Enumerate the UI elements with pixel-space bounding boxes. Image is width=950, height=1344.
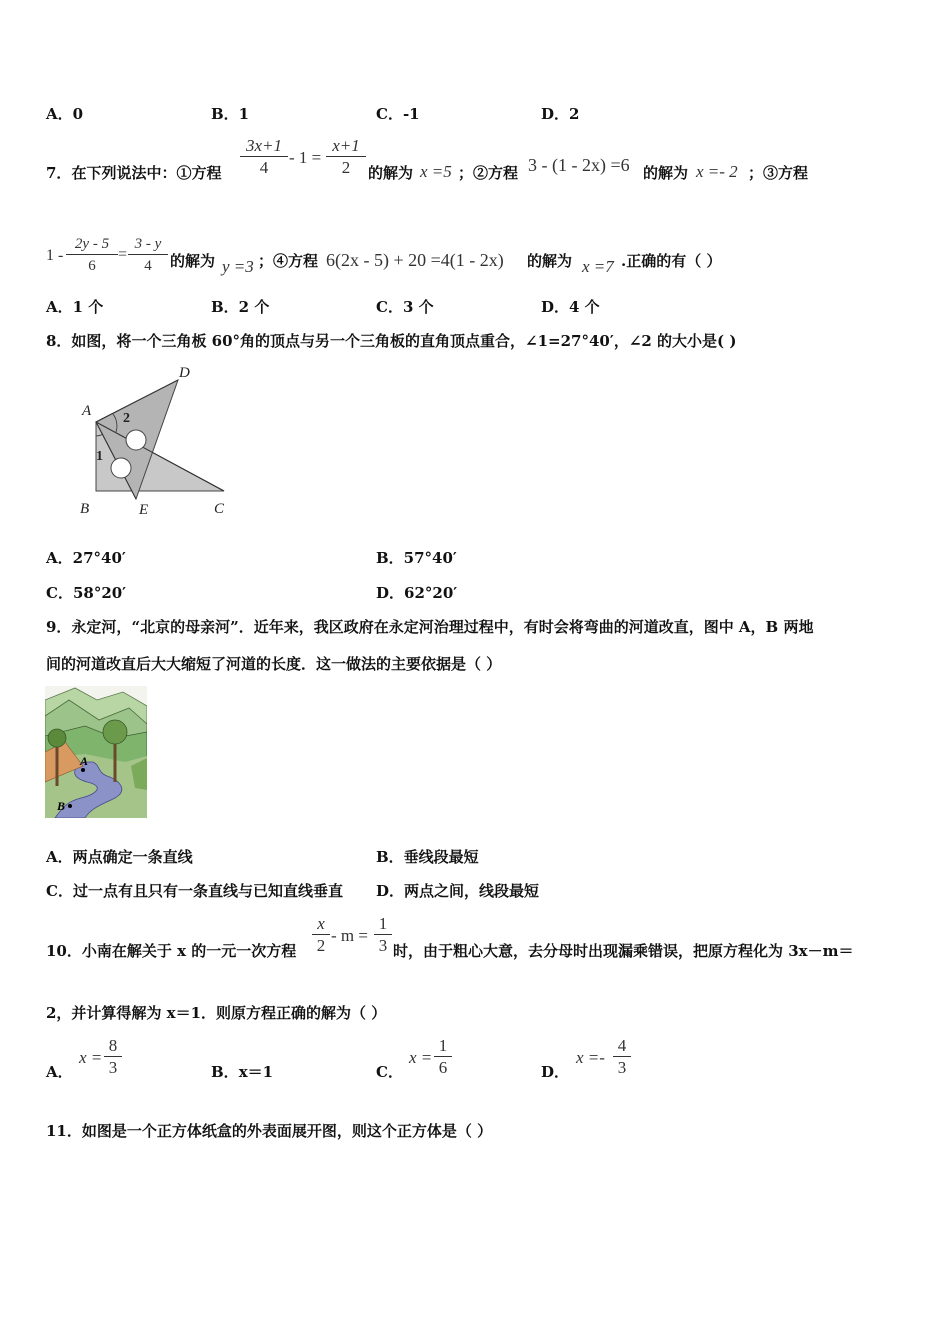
q10-option-b: B．x＝1 [211,1063,274,1081]
q7-minus-one: - 1 = [289,148,322,167]
label-angle-1: 1 [96,449,103,464]
q7-fraction-2: $\frac{x+1}{2}$ [326,136,366,179]
q7-fraction-4: $\frac{3 - y}{4}$ [128,234,168,277]
q6-option-c: C．-1 [376,105,420,123]
q7-s2-equation: 3 - (1 - 2x) =6 [528,155,630,175]
q7-end: .正确的有（ ） [621,252,722,270]
label-angle-2: 2 [123,411,130,426]
q9-option-a: A．两点确定一条直线 [46,848,193,866]
q7-s3-tail: 的解为 [170,252,216,270]
river-label-a: A [80,754,89,768]
label-c: C [214,501,225,517]
q7-s4-lead: ；④方程 [258,252,319,270]
q8-option-c: C．58°20′ [46,584,127,602]
q7-s1-solution: x =5 [420,162,452,181]
q7-option-b: B．2 个 [211,298,270,316]
q10-fraction-1-over-3: $\frac{1}{3}$ [374,914,392,957]
q10-minus-m: - m = [331,926,368,945]
q10-option-d-lhs: x =- [576,1048,605,1067]
q9-option-b: B．垂线段最短 [376,848,479,866]
q10-option-c-lhs: x = [409,1048,433,1067]
q7-s4-solution: x =7 [582,257,614,276]
q10-option-c-fraction: $\frac{1}{6}$ [434,1036,452,1079]
q7-equals: = [118,246,128,263]
q10-fraction-x-over-2: $\frac{x}{2}$ [312,914,330,957]
q10-question-tail: 时，由于粗心大意，去分母时出现漏乘错误，把原方程化为 3x－m＝ [393,942,854,960]
q10-option-a-label: A． [46,1063,73,1081]
q7-s2-tail: 的解为 [643,164,689,182]
q7-option-a: A．1 个 [46,298,104,316]
label-b: B [80,501,90,517]
q7-s3-prefix: 1 - [46,247,64,264]
q10-option-c-label: C． [376,1063,403,1081]
q6-option-a: A．0 [46,105,84,123]
q7-s3-lead: ；③方程 [748,164,809,182]
label-e: E [139,502,149,518]
hole-lower [111,458,131,478]
q10-question-line2: 2，并计算得解为 x＝1．则原方程正确的解为（ ） [46,1004,387,1022]
q10-option-a-fraction: $\frac{8}{3}$ [104,1036,122,1079]
q9-option-d: D．两点之间，线段最短 [376,882,540,900]
q7-option-c: C．3 个 [376,298,434,316]
q9-option-c: C．过一点有且只有一条直线与已知直线垂直 [46,882,343,900]
q7-s2-lead: ；②方程 [458,164,519,182]
q10-option-a-lhs: x = [79,1048,103,1067]
q7-fraction-1: $\frac{3x+1}{4}$ [240,136,288,179]
q9-question-line2: 间的河道改直后大大缩短了河道的长度．这一做法的主要依据是（ ） [46,655,502,673]
q8-question: 8．如图，将一个三角板 60°角的顶点与另一个三角板的直角顶点重合，∠1=27°40′，∠2 的大小是( ) [46,332,737,350]
q10-option-d-label: D． [541,1063,570,1081]
hole-upper [126,430,146,450]
q11-question: 11．如图是一个正方体纸盒的外表面展开图，则这个正方体是（ ） [46,1122,493,1140]
q7-option-d: D．4 个 [541,298,600,316]
q6-option-d: D．2 [541,105,580,123]
q8-triangle-figure [70,358,240,523]
q7-s4-tail: 的解为 [527,252,573,270]
river-label-b: B [57,799,66,813]
q8-option-b: B．57°40′ [376,549,457,567]
q8-option-d: D．62°20′ [376,584,458,602]
q9-river-illustration [45,686,147,818]
q7-s1-tail: 的解为 [368,164,414,182]
q7-s4-equation: 6(2x - 5) + 20 =4(1 - 2x) [326,250,504,270]
q7-number-intro: 7．在下列说法中：①方程 [46,164,222,182]
q7-s2-solution: x =- 2 [696,162,738,181]
label-a: A [82,403,92,419]
q10-option-d-fraction: $\frac{4}{3}$ [613,1036,631,1079]
label-d: D [179,365,190,381]
q6-option-b: B．1 [211,105,250,123]
q7-fraction-3: $\frac{2y - 5}{6}$ [66,234,118,277]
q9-question-line1: 9．永定河，“北京的母亲河”．近年来，我区政府在永定河治理过程中，有时会将弯曲的河道改直，图中 A，B 两地 [46,618,814,636]
q10-question-lead: 10．小南在解关于 x 的一元一次方程 [46,942,297,960]
q7-s3-solution: y =3 [222,257,254,276]
q8-option-a: A．27°40′ [46,549,126,567]
